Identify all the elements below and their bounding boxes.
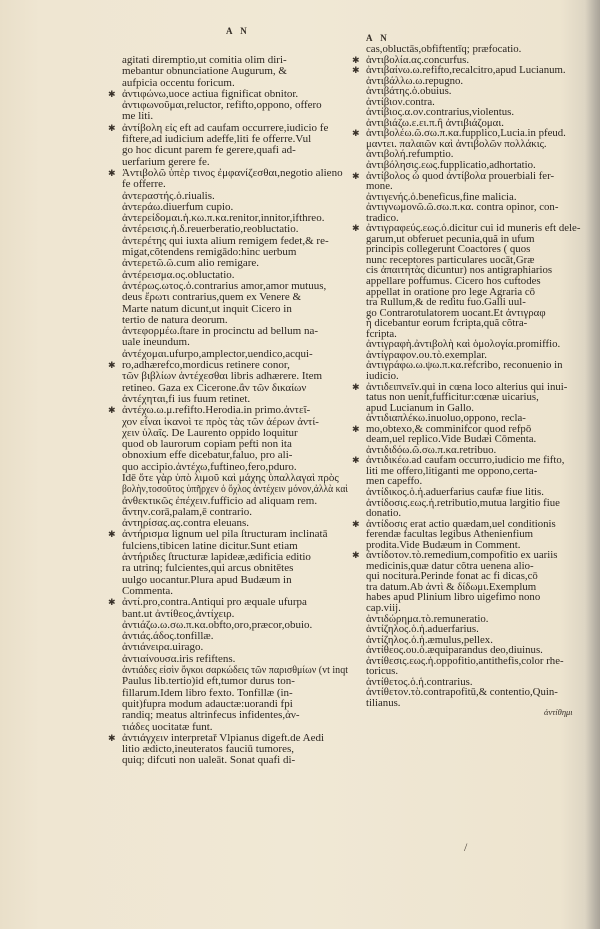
text-line [122,676,350,687]
line-text: ἀντί.pro,contra.Antiqui pro æquale ufurpa [122,596,307,609]
line-text: ἀντιγραφὴ.ἀντιβολὴ καὶ ὁμολογία.promiffio. [366,338,561,351]
running-head-right: A N [366,33,390,43]
line-text: ἀντίβολος ὦ quod ἀντίβολα prouerbiali fer- [366,169,555,182]
line-text: cis ἀπαιτητὰς dicuntur) nos antigraphiarios [366,264,553,277]
text-line [122,145,350,156]
line-text: ἀντίβιος.α.ον.contrarius,violentus. [366,106,515,119]
text-line [122,371,350,382]
line-text: ἀντιαίνουσα.iris refiftens. [122,652,236,665]
asterisk-marker: ✱ [108,122,116,133]
line-text: ἀντίθεος.ου.ὁ.æquiparandus deo,diuinus. [366,644,543,657]
line-text: ἀντέρεισμα.ος.obluctatio. [122,268,235,281]
line-text: ἀντέχηται,fi ius fuum retinet. [122,392,251,405]
line-text: ἀντιβολέω.ῶ.σω.π.κα.fupplico,Lucia.in pfeud. [366,127,566,140]
line-text: quit)fupra modum adauctæ:uorandi fpi [122,697,293,710]
line-text: ἀντιδικέω.ad caufam occurro,iudicio me fifto, [366,454,565,467]
line-text: nunc receptores particulares uocāt,Græ [366,253,535,266]
line-text: randiq; meatus altrinfecus infidentes,ἀν- [122,709,300,722]
line-text: ἀντιβολία.ας.concurfus. [366,53,470,66]
text-line [366,360,588,371]
line-text: ἀντέχω.ω.μ.refifto.Herodia.in primo.ἀντεῖ- [122,404,311,417]
line-text: apud Lucianum in Gallo. [366,401,474,414]
line-text: ὴ dicebantur eorum fcripta,quã cõtra- [366,317,528,330]
line-text: ἀντηρίσας.ας.contra eleuans. [122,517,249,530]
line-text: ἀντιδιαπλέκω.inuoluo,oppono, recla- [366,412,526,425]
asterisk-marker: ✱ [352,223,360,234]
line-text: ἀντίβιον.contra. [366,95,435,108]
text-line [122,755,350,766]
line-text: litio ædicto,ineuteratos fauciū tumores, [122,743,294,756]
line-text: fillarum.Idem libro fexto. Tonfillæ (in- [122,686,293,699]
line-text: ἀντιφωνοῦμαι,reluctor, refifto,oppono, offero [122,99,322,112]
text-line [366,44,588,55]
line-text: toricus. [366,665,399,678]
asterisk-marker: ✱ [352,455,360,466]
line-text: ἀντέρεισις.ἡ.δ.reuerberatio,reobluctatio. [122,223,299,236]
line-text: ἀντίζηλος.ὁ.ἡ.æmulus,pellex. [366,633,493,646]
text-line [108,404,350,417]
line-text: τῶν βιβλίων ἀντέχεσθαι libris adhærere. Item [122,370,323,383]
line-text: appellare poffumus. Cicero hos cuftodes [366,275,541,288]
line-text: ἀντίθετον.τὸ.contrapofitū,& contentio,Quin- [366,686,558,699]
line-text: obnoxium effe dicebatur,faluo, pro ali- [122,449,293,462]
line-text: quod ob laurorum copiam pefti non ita [122,438,292,451]
line-text: ἀντίδοσις erat actio quædam,uel conditionis [366,517,556,530]
text-line [366,603,588,614]
line-text: ἀντιβολή.refumptio. [366,148,454,161]
line-text: ἀντιάδες εἰσὶν ὄγκοι σαρκώδεις τῶν παρισθμίων (vt inqt [122,664,349,677]
line-text: ἀντιάγχειν interpretař Vlpianus digeft.de Aedi [122,731,325,744]
line-text: uerfarium gerere fe. [122,155,210,168]
line-text: ἀντέχομαι.ufurpo,amplector,uendico,acqui- [122,347,313,360]
line-text: ἀντιβόλησις.εως.fupplicatio,adhortatio. [366,159,536,172]
line-text: ἀντιβαίνω.ω.refifto,recalcitro,apud Lucianum. [366,64,566,77]
line-text: fiftere,ad iudicium adeffe,liti fe offerre.Vul [122,133,312,146]
line-text: Paulus lib.tertio)id eft,tumor durus ton- [122,675,295,688]
line-text: men capeffo. [366,475,423,488]
line-text: ἀντεράω.diuerfum cupio. [122,200,234,213]
line-text: tradico. [366,211,399,224]
text-line [366,318,588,329]
line-text: medicinis,quæ datur cõtra uenena alio- [366,559,534,572]
line-text: quo accipio.ἀντέχω,fuftineo,fero,pduro. [122,460,297,473]
line-text: ἀντίδοσις.εως.ἡ.retributio,mutua largitio fiue [366,496,560,509]
line-text: quiq; difcuti non ualeāt. Sonat quafi di- [122,754,296,767]
line-text: τιάδες uocitatæ funt. [122,720,213,733]
line-text: Commenta. [122,584,174,597]
line-text: tra Rullum,& de reditu fuo.Galli uul- [366,296,526,309]
line-text: βολὴν,τοσοῦτος ὑπῆρχεν ὁ ὄχλος ἀντέχειν μόνον,ἀλλὰ καὶ [122,483,349,496]
line-text: ἀντεφορμέω.ſtare in procinctu ad bellum na- [122,325,318,338]
footer-mark: / [464,840,468,854]
line-text: bant.ut ἀντίθεος,ἀντίχειρ. [122,607,235,620]
line-text: appellat in oratione pro lege Agraria cō [366,285,536,298]
text-line [366,487,588,498]
text-line [108,596,350,609]
line-text: ἄντην.corā,palam,ē contrario. [122,505,253,518]
line-text: ἀντιάνειρα.uirago. [122,641,204,654]
line-text: agitati diremptio,ut comitia olim diri- [122,55,287,66]
line-text: χον εἶναι ἱκανοὶ τε πρὸς τὰς τῶν ἀέρων ἀντί- [122,415,319,428]
line-text: ἀντιγενής.ὁ.beneficus,fine malicia. [366,190,517,203]
right-column [350,44,588,708]
line-text: ro,adhærefco,mordicus retinere conor, [122,359,290,372]
line-text: ἀντήριδες ſtructuræ lapideæ,ædificia editio [122,551,311,564]
line-text: ἀντιδειπνεῖν.qui in cœna loco alterius qui inui- [366,380,568,393]
line-text: prodita.Vide Budæum in Comment. [366,538,521,551]
line-text: ἀντεραστής.ὁ.riualis. [122,189,215,202]
running-head-left: A N [226,26,250,36]
line-text: mebantur obnunciatione Augurum, & [122,65,287,78]
asterisk-marker: ✱ [352,550,360,561]
line-text: μαντει. παλαιῶν καὶ ἀντιβολῶν πολλάκις. [366,137,547,150]
line-text: tertio de natura deorum. [122,313,228,326]
line-text: ra utrinq; fulcientes,qui arcus obnitētes [122,562,294,575]
line-text: Ἀντιβολῶ ὑπὲρ τινος ἐμφανίζεσθαι,negotio alieno [122,166,343,179]
line-text: retineo. Gaza ex Cicerone.ἂν τῶν δικαίων [122,381,307,394]
line-text: ἀντιδώρημα.τὸ.remuneratio. [366,612,489,625]
line-text: ἀντέρως.ωτος.ὁ.contrarius amor,amor mutuus, [122,279,327,292]
line-text: ἀντιάς.άδος.tonfillæ. [122,630,214,643]
line-text: tilianus. [366,696,401,709]
line-text: tra datum.Ab ἀντὶ & δίδωμι.Exemplum [366,580,537,593]
line-text: ἀντίβολη εἰς eft ad caufam occurrere,iudicio fe [122,121,329,134]
text-line [122,563,350,574]
line-text: ἀντιφώνω,uoce actiua fignificat obnitor. [122,87,299,100]
text-line [122,484,350,495]
line-text: ἀντιγνωμονῶ.ῶ.σω.π.κα. contra opinor, con- [366,201,559,214]
line-text: me liti. [122,110,154,123]
line-text: Marte natum dicunt,ut inquit Cicero in [122,302,292,315]
asterisk-marker: ✱ [108,529,116,540]
text-line [122,450,350,461]
text-line [122,710,350,721]
asterisk-marker: ✱ [108,88,116,99]
asterisk-marker: ✱ [352,518,360,529]
line-text: qui nocitura.Perinde fonat ac fi dicas,cō [366,570,538,583]
asterisk-marker: ✱ [108,360,116,371]
asterisk-marker: ✱ [352,54,360,65]
line-text: deam,uel replico.Vide Budæi Cōmenta. [366,433,537,446]
line-text: ἀντερέτης qui iuxta alium remigem fedet,& re- [122,234,329,247]
line-text: uulgo uocantur.Plura apud Budæum in [122,573,292,586]
line-text: Idē ὅτε γὰρ ὑπὸ λιμοῦ καὶ μάχης ὑπαλλαγαὶ πρὸς [122,471,339,484]
line-text: donatio. [366,507,402,520]
line-text: ἀντιδιδόω.ῶ.σω.π.κα.retribuo. [366,443,497,456]
text-line [122,292,350,303]
line-text: go hoc dicunt parem fe gerere,quafi ad- [122,144,296,157]
text-line [122,179,350,190]
line-text: ἀντίζηλος.ὁ.ἡ.aduerfarius. [366,623,479,636]
text-line [366,276,588,287]
line-text: principis collegerunt Coactores ( quos [366,243,531,256]
line-text: ἀντιάζω.ω.σω.π.κα.obfto,oro,præcor,obuio. [122,618,313,631]
line-text: go Contrarotulatorem uocant.Et ἀντιγραφ [366,306,546,319]
asterisk-marker: ✱ [352,128,360,139]
line-text: ἀντίδικος.ὁ.ἡ.aduerfarius caufæ fiue litis. [366,485,544,498]
line-text: liti me offero,litiganti me oppono,certa- [366,464,538,477]
line-text: cap.viij. [366,601,401,614]
line-text: ἀντερετῶ.ῶ.cum alio remigare. [122,257,260,270]
line-text: χειν ὑλαῖς. De Laurento oppido loquitur [122,426,298,439]
line-text: mone. [366,180,393,193]
catchword: ἀντίθημι [544,707,573,717]
line-text: ἀντήρισμα lignum uel pila ſtructuram inclinatā [122,528,328,541]
line-text: tatus non uenit,fufficitur:cœnæ uicarius, [366,391,539,404]
text-line [352,169,588,182]
text-line [366,392,588,403]
line-text: fcripta. [366,327,397,340]
asterisk-marker: ✱ [108,167,116,178]
left-column [106,55,350,767]
line-text: migat,cõtendens remigādo:hinc uerbum [122,246,297,259]
line-text: ἀντιβάτης.ὁ.obuius. [366,85,452,98]
line-text: iudicio. [366,369,399,382]
line-text: fe offerre. [122,178,166,191]
asterisk-marker: ✱ [108,732,116,743]
text-line [122,258,350,269]
line-text: ἀντιβιάζω.ε.ει.π.ἢ ἀντιβιάζομαι. [366,116,504,129]
line-text: ἀντίθεσις.εως.ἡ.oppofitio,antithefis,color rhe- [366,654,564,667]
line-text: mo,obtexo,& comminifcor quod refpō [366,422,532,435]
text-line [366,656,588,667]
line-text: uale ineundum. [122,336,190,349]
line-text: ἀντίγραφον.ου.τὸ.exemplar. [366,348,487,361]
asterisk-marker: ✱ [108,405,116,416]
asterisk-marker: ✱ [352,381,360,392]
text-line [366,371,588,382]
line-text: ferendæ facultas legibus Athenienfium [366,528,534,541]
asterisk-marker: ✱ [108,597,116,608]
line-text: garum,ut obferuet pecunia,quã in ufum [366,232,535,245]
line-text: ἀνθεκτικῶς ἐπέχειν.fufficio ad aliquam rem. [122,494,318,507]
asterisk-marker: ✱ [352,423,360,434]
line-text: ἀντίδοτον.τὸ.remedium,compofitio ex uariis [366,549,558,562]
line-text: ἀντιγράφω.ω.ψω.π.κα.refcribo, reconuenio in [366,359,563,372]
line-text: ἀντίθετος.ὁ.ἡ.contrarius. [366,675,473,688]
asterisk-marker: ✱ [352,65,360,76]
line-text: ἀντιβάλλω.ω.repugno. [366,74,464,87]
text-line [366,202,588,213]
line-text: ἀντερείδομαι.ἡ.κω.π.κα.renitor,innitor,ifthreo. [122,212,325,225]
line-text: habes apud Plinium libro uigefimo nono [366,591,541,604]
asterisk-marker: ✱ [352,170,360,181]
text-line [366,160,588,171]
text-line [122,100,350,111]
line-text: deus ἔρωτι contrarius,quem ex Venere & [122,291,302,304]
line-text: fulciens,tibicen latine dicitur.Sunt etiam [122,539,298,552]
line-text: cas,obluctās,obfiftentīq; præfocatio. [366,44,522,55]
text-line [122,66,350,77]
line-text: aufpicia occentu foricum. [122,76,235,89]
line-text: ἀντιγραφεύς.εως.ὁ.dicitur cui id muneris eft dele- [366,222,581,235]
